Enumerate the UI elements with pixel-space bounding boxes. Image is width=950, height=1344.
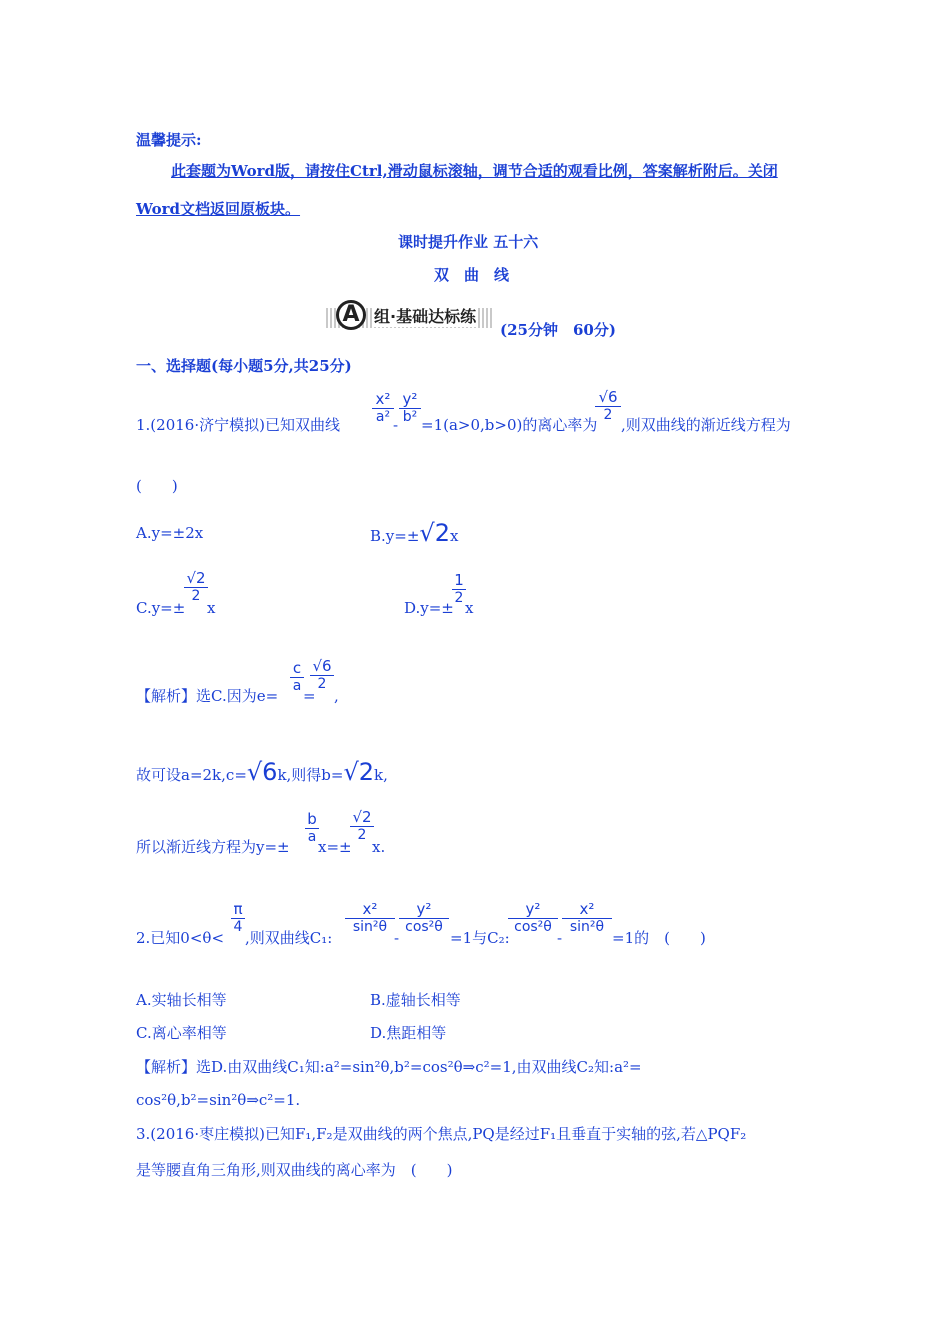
option-b-prefix: B.y=± bbox=[370, 527, 420, 545]
fraction-denominator: 2 bbox=[454, 590, 464, 606]
fraction-numerator: π bbox=[233, 900, 243, 918]
root6-symbol: √6 bbox=[246, 758, 278, 786]
analysis-text: k, bbox=[374, 766, 388, 784]
q2-option-b: B.虚轴长相等 bbox=[370, 991, 461, 1009]
q1-analysis-fraction-root6 bbox=[310, 657, 334, 692]
q1-option-c-fraction bbox=[184, 569, 208, 604]
q1-analysis-fraction-c-a bbox=[290, 659, 304, 694]
fraction-denominator: 2 bbox=[191, 588, 201, 604]
fraction-denominator: sin²θ bbox=[569, 919, 605, 935]
q1-analysis-line-1 bbox=[136, 686, 278, 706]
q1-minus: - bbox=[393, 416, 399, 434]
q2-pi-fraction bbox=[231, 900, 245, 935]
fraction-denominator: sin²θ bbox=[352, 919, 388, 935]
q1-option-c-prefix: C.y=± bbox=[136, 599, 186, 617]
q2-c1-fraction-1 bbox=[345, 900, 395, 935]
q2-analysis-line-2: cos²θ,b²=sin²θ⇒c²=1. bbox=[136, 1091, 301, 1109]
fraction-numerator: √6 bbox=[312, 657, 332, 675]
q1-option-c-suffix: x bbox=[207, 599, 216, 617]
fraction-numerator: √6 bbox=[598, 388, 618, 406]
fraction-denominator: 2 bbox=[357, 827, 367, 843]
q3-stem-line-1: 3.(2016·枣庄模拟)已知F₁,F₂是双曲线的两个焦点,PQ是经过F₁且垂直于实轴的弦,若△PQF₂ bbox=[136, 1125, 747, 1143]
fraction-numerator: x² bbox=[579, 900, 595, 918]
page-subtitle: 双 曲 线 bbox=[434, 266, 510, 284]
q2-c2-fraction-1 bbox=[508, 900, 558, 935]
fraction-denominator: a bbox=[307, 829, 317, 845]
fraction-denominator: 2 bbox=[317, 676, 327, 692]
fraction-numerator: y² bbox=[416, 900, 432, 918]
section-badge bbox=[326, 300, 496, 330]
q1-analysis-comma: , bbox=[334, 687, 339, 705]
option-b-suffix: x bbox=[449, 527, 459, 545]
q1-analysis-equals: = bbox=[303, 687, 316, 705]
fraction-numerator: b bbox=[307, 810, 317, 828]
q1-analysis-line-3: 所以渐近线方程为y=± bbox=[136, 838, 290, 856]
badge-letter-icon: A bbox=[336, 300, 366, 330]
fraction-denominator: 2 bbox=[603, 407, 613, 423]
q2-stem-b: ,则双曲线C₁: bbox=[245, 929, 333, 947]
q2-option-a: A.实轴长相等 bbox=[136, 991, 227, 1009]
fraction-denominator: a² bbox=[375, 409, 391, 425]
page-title: 课时提升作业 五十六 bbox=[398, 233, 539, 251]
fraction-denominator: cos²θ bbox=[514, 919, 552, 935]
q2-analysis-line-1 bbox=[136, 1057, 642, 1077]
badge-label: 组·基础达标练 bbox=[372, 304, 478, 327]
q1-analysis-fraction-root2 bbox=[350, 808, 374, 843]
q2-option-d: D.焦距相等 bbox=[370, 1024, 447, 1042]
notice-line-2[interactable]: Word文档返回原板块。 bbox=[136, 200, 301, 218]
q1-option-d-fraction bbox=[452, 571, 466, 606]
fraction-numerator: √2 bbox=[186, 569, 206, 587]
q2-option-c: C.离心率相等 bbox=[136, 1024, 227, 1042]
q1-fraction-x2-a2 bbox=[372, 390, 394, 425]
fraction-numerator: y² bbox=[525, 900, 541, 918]
q1-analysis-fraction-b-a bbox=[305, 810, 319, 845]
q2-stem-d: =1的 ( ) bbox=[612, 929, 706, 947]
q2-stem-a: 2.已知0<θ< bbox=[136, 929, 225, 947]
q1-stem-a: 1.(2016·济宁模拟)已知双曲线 bbox=[136, 416, 340, 434]
analysis-text: k,则得b= bbox=[277, 766, 344, 784]
fraction-numerator: x² bbox=[375, 390, 391, 408]
analysis-text: 故可设a=2k,c= bbox=[136, 766, 247, 784]
q1-analysis-end: x. bbox=[372, 838, 386, 856]
q2-stem-c: =1与C₂: bbox=[450, 929, 510, 947]
q2-c1-minus: - bbox=[394, 929, 400, 947]
fraction-numerator: x² bbox=[362, 900, 378, 918]
q1-answer-paren: ( ) bbox=[136, 477, 178, 495]
fraction-denominator: cos²θ bbox=[405, 919, 443, 935]
fraction-denominator: 4 bbox=[233, 919, 243, 935]
q3-stem-line-2: 是等腰直角三角形,则双曲线的离心率为 ( ) bbox=[136, 1161, 453, 1179]
q2-c1-fraction-2 bbox=[399, 900, 449, 935]
q1-stem-b: =1(a>0,b>0)的离心率为 bbox=[421, 416, 598, 434]
fraction-numerator: 1 bbox=[454, 571, 464, 589]
analysis-tag: 【解析】 bbox=[136, 687, 197, 705]
notice-line-1[interactable]: 此套题为Word版，请按住Ctrl,滑动鼠标滚轴，调节合适的观看比例，答案解析附后。关闭 bbox=[171, 162, 778, 180]
fraction-numerator: y² bbox=[402, 390, 418, 408]
fraction-denominator: a bbox=[292, 678, 302, 694]
root2-symbol: √2 bbox=[343, 758, 375, 786]
fraction-denominator: b² bbox=[402, 409, 418, 425]
q1-option-a: A.y=±2x bbox=[136, 524, 204, 542]
q1-analysis-line-2 bbox=[136, 758, 388, 786]
q2-c2-fraction-2 bbox=[562, 900, 612, 935]
q1-analysis-text: x=± bbox=[318, 838, 352, 856]
q1-stem-c: ,则双曲线的渐近线方程为 bbox=[621, 416, 791, 434]
analysis-text: 选D.由双曲线C₁知:a²=sin²θ,b²=cos²θ⇒c²=1,由双曲线C₂知:a²= bbox=[196, 1058, 642, 1076]
q1-option-d-suffix: x bbox=[465, 599, 474, 617]
q1-option-d-prefix: D.y=± bbox=[404, 599, 454, 617]
section-heading: 一、选择题(每小题5分,共25分) bbox=[136, 357, 352, 375]
q2-c2-minus: - bbox=[557, 929, 563, 947]
fraction-numerator: c bbox=[292, 659, 302, 677]
q1-eccentricity-fraction bbox=[595, 388, 621, 423]
option-b-root: √2 bbox=[419, 519, 450, 547]
analysis-tag: 【解析】 bbox=[136, 1058, 197, 1076]
analysis-text: 选C.因为e= bbox=[196, 687, 279, 705]
notice-title: 温馨提示: bbox=[136, 131, 202, 149]
fraction-numerator: √2 bbox=[352, 808, 372, 826]
q1-option-b bbox=[370, 519, 459, 547]
q1-fraction-y2-b2 bbox=[399, 390, 421, 425]
time-limit: (25分钟 60分) bbox=[500, 321, 616, 339]
